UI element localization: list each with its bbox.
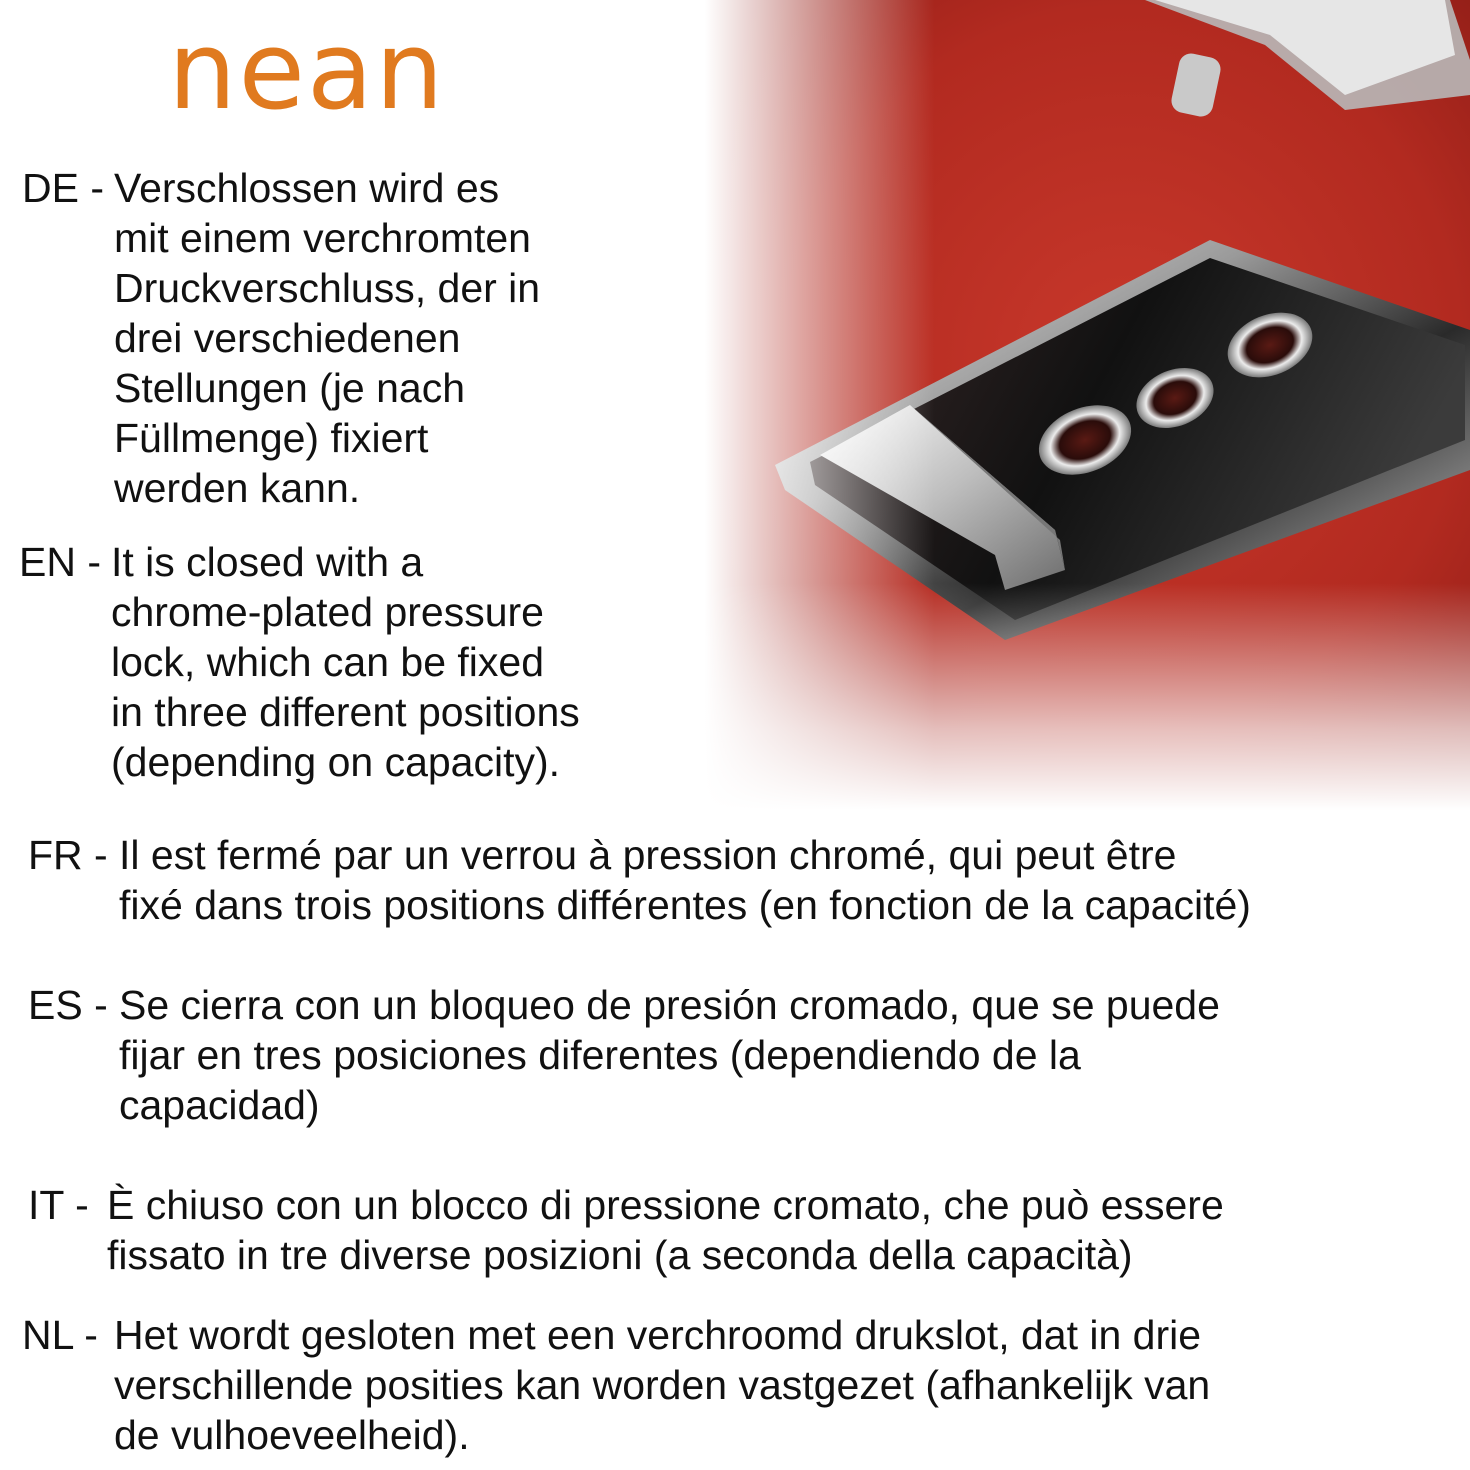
language-code-de: DE - — [22, 165, 104, 211]
text-line: werden kann. — [114, 465, 361, 511]
text-line: fixé dans trois positions différentes (en fonction de la capacité) — [119, 882, 1251, 928]
text-line: Het wordt gesloten met een verchroomd drukslot, dat in drie — [114, 1312, 1202, 1358]
text-line: chrome-plated pressure — [111, 589, 544, 635]
description-de — [114, 163, 540, 513]
text-line: mit einem verchromten — [114, 215, 531, 261]
text-line: fijar en tres posiciones diferentes (dependiendo de la — [119, 1032, 1081, 1078]
chrome-lock-illustration — [705, 0, 1470, 810]
text-line: Stellungen (je nach — [114, 365, 466, 411]
text-line: verschillende posities kan worden vastgezet (afhankelijk van — [114, 1362, 1211, 1408]
text-line: Il est fermé par un verrou à pression chromé, qui peut être — [119, 832, 1177, 878]
description-en — [111, 537, 580, 787]
language-code-fr: FR - — [28, 832, 108, 878]
description-fr — [119, 830, 1251, 930]
language-code-it: IT - — [28, 1182, 89, 1228]
brand-logo: nean — [168, 9, 446, 134]
text-line: Druckverschluss, der in — [114, 265, 541, 311]
description-it — [107, 1180, 1224, 1280]
text-line: lock, which can be fixed — [111, 639, 545, 685]
text-line: fissato in tre diverse posizioni (a seconda della capacità) — [107, 1232, 1133, 1278]
text-line: (depending on capacity). — [111, 739, 561, 785]
text-line: It is closed with a — [111, 539, 424, 585]
language-code-es: ES - — [28, 982, 108, 1028]
description-nl — [114, 1310, 1210, 1460]
language-code-en: EN - — [19, 539, 101, 585]
product-photo — [705, 0, 1470, 810]
text-line: in three different positions — [111, 689, 580, 735]
language-code-nl: NL - — [22, 1312, 98, 1358]
text-line: capacidad) — [119, 1082, 320, 1128]
text-line: Füllmenge) fixiert — [114, 415, 429, 461]
text-line: È chiuso con un blocco di pressione cromato, che può essere — [107, 1182, 1224, 1228]
description-es — [119, 980, 1220, 1130]
text-line: drei verschiedenen — [114, 315, 461, 361]
text-line: Se cierra con un bloqueo de presión cromado, que se puede — [119, 982, 1220, 1028]
text-line: de vulhoeveelheid). — [114, 1412, 470, 1458]
text-line: Verschlossen wird es — [114, 165, 500, 211]
